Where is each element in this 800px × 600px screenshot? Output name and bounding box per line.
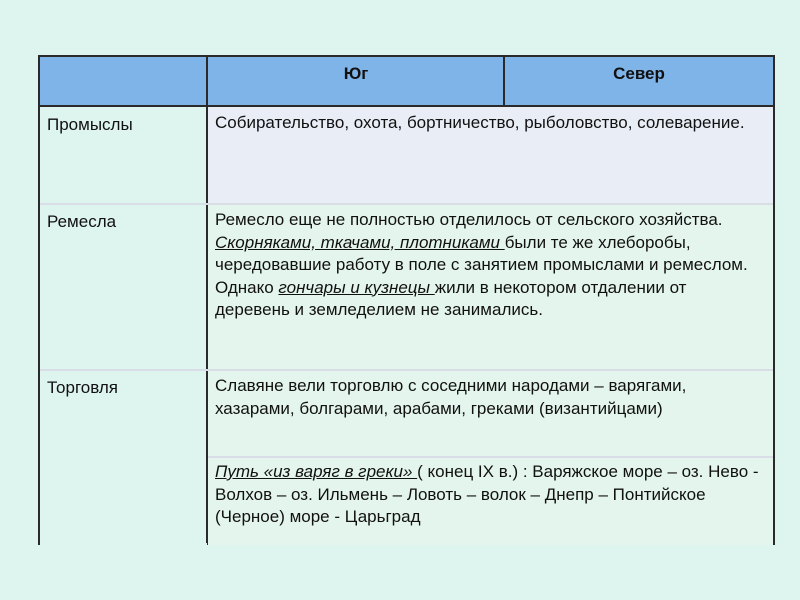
row-label-text: Торговля [47,378,119,397]
header-south-cell [208,57,504,106]
row-divider [40,203,773,205]
column-divider [206,57,208,543]
header-north: Север [613,64,665,83]
header-divider [503,57,505,106]
row-divider [40,369,773,371]
row-text-part: Ремесло еще не полностью отделилось от сельского хозяйства. [215,210,723,229]
row-text-part: жили в некотором отдалении от деревень и земледелием не занимались. [215,277,687,319]
row-label-text: Ремесла [47,212,117,231]
row-text-part: были те же хлеборобы, чередовавшие работу в поле с занятием промыслами и ремеслом. Однако [215,232,748,297]
header-south: Юг [343,64,369,83]
row-body-route [208,457,773,545]
highlight-link-furriers[interactable]: Скорняками, ткачами, плотниками [215,232,505,252]
comparison-table [38,55,775,545]
row-text: Славяне вели торговлю с соседними народами – варягами, хазарами, болгарами, арабами, греками (византийцами) [215,376,687,418]
row-text: Собирательство, охота, бортничество, рыболовство, солеварение. [215,113,745,132]
highlight-link-potters[interactable]: гончары и кузнецы [278,277,435,297]
row-divider [208,456,773,458]
row-body-trades [208,204,773,369]
route-text: ( конец IX в.) : Варяжское море – оз. Нево - Волхов – оз. Ильмень – Ловоть – волок – Днепр – Понтийское (Черное) море - Царьград [215,462,759,526]
route-link[interactable]: Путь «из варяг в греки» [215,462,418,481]
row-body-crafts [208,107,773,203]
row-label-text: Промыслы [47,115,133,134]
row-label-commerce [40,370,207,545]
header-north-cell [505,57,773,106]
header-bottom-line [40,105,773,107]
row-label-crafts [40,107,207,203]
row-label-trades [40,204,207,369]
row-body-commerce [208,370,773,456]
header-empty-cell [40,57,207,106]
